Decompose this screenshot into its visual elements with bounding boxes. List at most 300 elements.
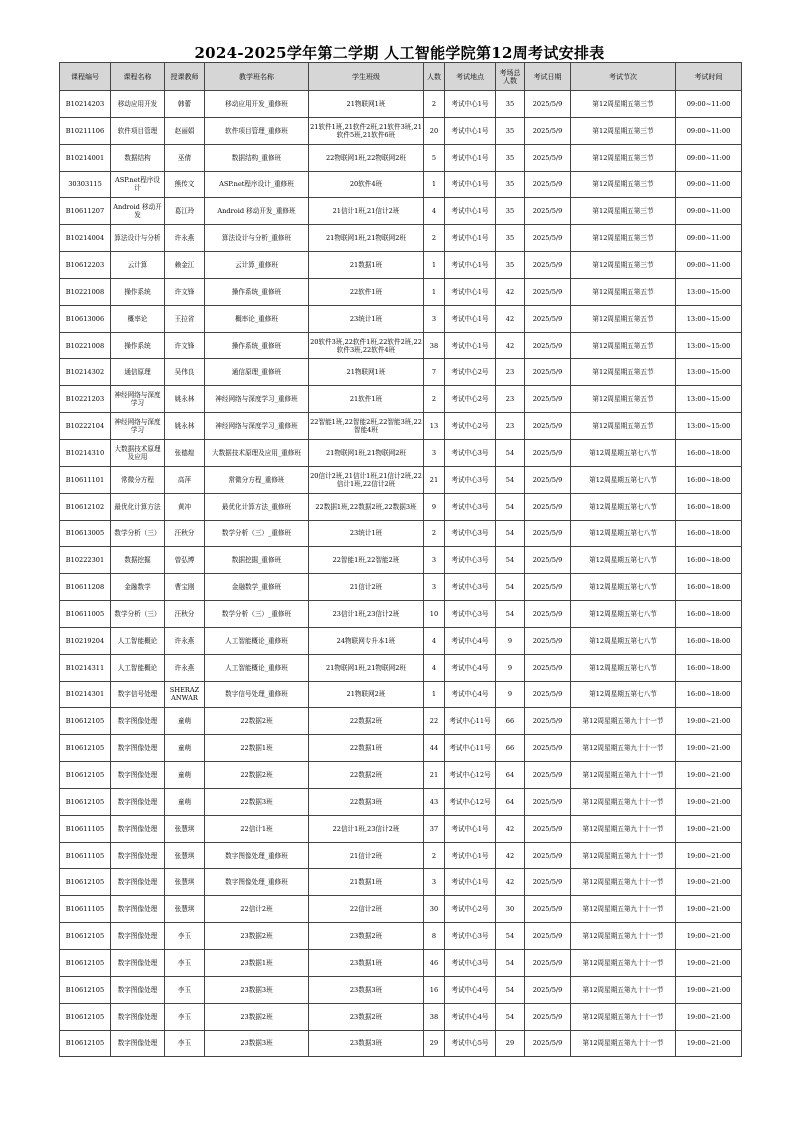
cell-course-code: B10612105 (60, 762, 111, 789)
cell-course-name: 数字图像处理 (111, 896, 165, 923)
cell-course-name: 常微分方程 (111, 466, 165, 493)
cell-period: 第12周星期五第九十十一节 (571, 950, 676, 977)
cell-location: 考试中心3号 (445, 601, 496, 628)
cell-count: 21 (424, 762, 445, 789)
cell-course-code: B10613006 (60, 305, 111, 332)
cell-room-total: 42 (496, 305, 525, 332)
cell-teacher: 赖金江 (165, 252, 205, 279)
cell-count: 2 (424, 842, 445, 869)
cell-period: 第12周星期五第九十十一节 (571, 1003, 676, 1030)
cell-date: 2025/5/9 (525, 681, 571, 708)
cell-date: 2025/5/9 (525, 91, 571, 118)
cell-teacher: 张慧琪 (165, 869, 205, 896)
cell-course-name: 数字图像处理 (111, 842, 165, 869)
cell-class-name: 金融数学_重修班 (205, 574, 309, 601)
cell-time: 09:00~11:00 (676, 117, 742, 144)
cell-date: 2025/5/9 (525, 762, 571, 789)
cell-class-name: 概率论_重修班 (205, 305, 309, 332)
cell-room-total: 54 (496, 950, 525, 977)
cell-period: 第12周星期五第九十十一节 (571, 869, 676, 896)
cell-date: 2025/5/9 (525, 654, 571, 681)
table-row (60, 225, 742, 252)
cell-period: 第12周星期五第三节 (571, 198, 676, 225)
cell-room-total: 54 (496, 574, 525, 601)
cell-teacher: 姚永林 (165, 386, 205, 413)
cell-location: 考试中心1号 (445, 91, 496, 118)
cell-location: 考试中心1号 (445, 305, 496, 332)
cell-count: 13 (424, 413, 445, 440)
cell-class-name: 22数据3班 (205, 788, 309, 815)
header-room-total: 考场总人数 (496, 63, 525, 91)
cell-course-code: B10612105 (60, 869, 111, 896)
cell-room-total: 42 (496, 815, 525, 842)
table-row (60, 788, 742, 815)
cell-student-class: 21物联网2班 (309, 681, 424, 708)
header-course-code: 课程编号 (60, 63, 111, 91)
cell-room-total: 9 (496, 627, 525, 654)
cell-time: 19:00~21:00 (676, 896, 742, 923)
cell-teacher: 童萌 (165, 735, 205, 762)
cell-student-class: 20软件3班,22软件1班,22软件2班,22软件3班,22软件4班 (309, 332, 424, 359)
cell-period: 第12周星期五第九十十一节 (571, 788, 676, 815)
cell-class-name: 22数据1班 (205, 735, 309, 762)
table-row (60, 386, 742, 413)
cell-class-name: Android 移动开发_重修班 (205, 198, 309, 225)
cell-time: 19:00~21:00 (676, 735, 742, 762)
table-row (60, 574, 742, 601)
cell-period: 第12周星期五第三节 (571, 171, 676, 198)
cell-count: 4 (424, 198, 445, 225)
cell-count: 38 (424, 1003, 445, 1030)
cell-course-name: 数字图像处理 (111, 950, 165, 977)
cell-room-total: 54 (496, 439, 525, 466)
cell-course-code: B10611105 (60, 815, 111, 842)
cell-course-code: B10611208 (60, 574, 111, 601)
cell-student-class: 21物联网1班,21物联网2班 (309, 654, 424, 681)
cell-class-name: 人工智能概论_重修班 (205, 654, 309, 681)
cell-class-name: 23数据3班 (205, 1030, 309, 1057)
table-row (60, 252, 742, 279)
cell-period: 第12周星期五第三节 (571, 144, 676, 171)
cell-location: 考试中心11号 (445, 735, 496, 762)
cell-student-class: 21物联网1班,21物联网2班 (309, 225, 424, 252)
cell-course-name: 云计算 (111, 252, 165, 279)
cell-class-name: 最优化计算方法_重修班 (205, 493, 309, 520)
cell-student-class: 21信计2班 (309, 574, 424, 601)
cell-count: 10 (424, 601, 445, 628)
cell-course-name: 神经网络与深度学习 (111, 413, 165, 440)
cell-count: 4 (424, 627, 445, 654)
cell-room-total: 42 (496, 869, 525, 896)
table-row (60, 923, 742, 950)
cell-class-name: 移动应用开发_重修班 (205, 91, 309, 118)
cell-period: 第12周星期五第九十十一节 (571, 842, 676, 869)
cell-date: 2025/5/9 (525, 1003, 571, 1030)
cell-teacher: 李玉 (165, 950, 205, 977)
cell-location: 考试中心1号 (445, 171, 496, 198)
cell-teacher: 许文锋 (165, 332, 205, 359)
cell-course-code: B10613005 (60, 520, 111, 547)
cell-time: 09:00~11:00 (676, 198, 742, 225)
cell-course-code: B10214302 (60, 359, 111, 386)
cell-course-code: B10214001 (60, 144, 111, 171)
cell-location: 考试中心4号 (445, 1003, 496, 1030)
cell-room-total: 64 (496, 762, 525, 789)
cell-count: 1 (424, 171, 445, 198)
cell-room-total: 54 (496, 1003, 525, 1030)
cell-student-class: 22信计1班,23信计2班 (309, 815, 424, 842)
cell-time: 16:00~18:00 (676, 627, 742, 654)
cell-course-code: B10221203 (60, 386, 111, 413)
cell-date: 2025/5/9 (525, 976, 571, 1003)
cell-course-name: 数据挖掘 (111, 547, 165, 574)
cell-course-code: B10214310 (60, 439, 111, 466)
cell-count: 2 (424, 386, 445, 413)
cell-room-total: 54 (496, 520, 525, 547)
table-row (60, 1030, 742, 1057)
cell-time: 19:00~21:00 (676, 976, 742, 1003)
cell-course-code: B10612105 (60, 708, 111, 735)
cell-count: 38 (424, 332, 445, 359)
cell-count: 20 (424, 117, 445, 144)
cell-location: 考试中心3号 (445, 547, 496, 574)
cell-course-name: 大数据技术原理及应用 (111, 439, 165, 466)
cell-count: 2 (424, 520, 445, 547)
cell-class-name: 22数据2班 (205, 762, 309, 789)
cell-student-class: 21物联网1班,21物联网2班 (309, 439, 424, 466)
table-row (60, 681, 742, 708)
cell-time: 16:00~18:00 (676, 681, 742, 708)
cell-course-code: B10611207 (60, 198, 111, 225)
cell-time: 13:00~15:00 (676, 305, 742, 332)
cell-time: 09:00~11:00 (676, 171, 742, 198)
cell-period: 第12周星期五第九十十一节 (571, 708, 676, 735)
cell-location: 考试中心1号 (445, 198, 496, 225)
cell-course-name: 神经网络与深度学习 (111, 386, 165, 413)
cell-count: 2 (424, 91, 445, 118)
cell-count: 21 (424, 466, 445, 493)
cell-course-code: B10612105 (60, 950, 111, 977)
cell-time: 19:00~21:00 (676, 869, 742, 896)
cell-course-name: 数字图像处理 (111, 788, 165, 815)
cell-time: 19:00~21:00 (676, 708, 742, 735)
cell-student-class: 23数据3班 (309, 976, 424, 1003)
cell-room-total: 29 (496, 1030, 525, 1057)
cell-student-class: 20信计2班,21信计1班,21信计2班,22信计1班,22信计2班 (309, 466, 424, 493)
cell-room-total: 23 (496, 359, 525, 386)
cell-date: 2025/5/9 (525, 815, 571, 842)
cell-date: 2025/5/9 (525, 466, 571, 493)
cell-student-class: 22智能1班,22智能2班,22智能3班,22智能4班 (309, 413, 424, 440)
cell-location: 考试中心1号 (445, 252, 496, 279)
table-row (60, 1003, 742, 1030)
cell-date: 2025/5/9 (525, 493, 571, 520)
cell-class-name: 22数据2班 (205, 708, 309, 735)
cell-time: 19:00~21:00 (676, 842, 742, 869)
cell-course-name: Android 移动开发 (111, 198, 165, 225)
cell-date: 2025/5/9 (525, 923, 571, 950)
cell-room-total: 54 (496, 493, 525, 520)
cell-date: 2025/5/9 (525, 198, 571, 225)
cell-student-class: 22信计2班 (309, 896, 424, 923)
cell-count: 3 (424, 869, 445, 896)
cell-time: 19:00~21:00 (676, 923, 742, 950)
cell-period: 第12周星期五第七八节 (571, 654, 676, 681)
cell-period: 第12周星期五第七八节 (571, 493, 676, 520)
cell-date: 2025/5/9 (525, 278, 571, 305)
cell-class-name: 数据结构_重修班 (205, 144, 309, 171)
cell-location: 考试中心3号 (445, 520, 496, 547)
cell-time: 16:00~18:00 (676, 520, 742, 547)
cell-student-class: 22数据1班,22数据2班,22数据3班 (309, 493, 424, 520)
table-row (60, 735, 742, 762)
cell-location: 考试中心5号 (445, 1030, 496, 1057)
table-row (60, 815, 742, 842)
cell-class-name: 23数据2班 (205, 923, 309, 950)
cell-teacher: 童萌 (165, 762, 205, 789)
cell-course-code: B10612203 (60, 252, 111, 279)
cell-count: 3 (424, 305, 445, 332)
cell-student-class: 23数据2班 (309, 923, 424, 950)
cell-student-class: 21物联网1班 (309, 91, 424, 118)
cell-teacher: 高萍 (165, 466, 205, 493)
cell-student-class: 23信计1班,23信计2班 (309, 601, 424, 628)
cell-date: 2025/5/9 (525, 252, 571, 279)
cell-period: 第12周星期五第五节 (571, 278, 676, 305)
cell-period: 第12周星期五第九十十一节 (571, 762, 676, 789)
cell-room-total: 54 (496, 923, 525, 950)
table-row (60, 950, 742, 977)
cell-date: 2025/5/9 (525, 735, 571, 762)
cell-time: 16:00~18:00 (676, 574, 742, 601)
cell-course-code: B10219204 (60, 627, 111, 654)
cell-course-code: B10611101 (60, 466, 111, 493)
cell-count: 29 (424, 1030, 445, 1057)
cell-room-total: 9 (496, 654, 525, 681)
cell-class-name: 22信计1班 (205, 815, 309, 842)
cell-time: 13:00~15:00 (676, 386, 742, 413)
cell-date: 2025/5/9 (525, 869, 571, 896)
cell-teacher: SHERAZ ANWAR (165, 681, 205, 708)
cell-period: 第12周星期五第七八节 (571, 520, 676, 547)
exam-schedule-table (59, 62, 742, 1057)
cell-class-name: 软件项目管理_重修班 (205, 117, 309, 144)
cell-room-total: 23 (496, 386, 525, 413)
cell-course-name: 数字图像处理 (111, 815, 165, 842)
cell-location: 考试中心3号 (445, 923, 496, 950)
header-course-name: 课程名称 (111, 63, 165, 91)
cell-student-class: 22智能1班,22智能2班 (309, 547, 424, 574)
cell-period: 第12周星期五第九十十一节 (571, 923, 676, 950)
header-location: 考试地点 (445, 63, 496, 91)
table-row (60, 520, 742, 547)
cell-location: 考试中心1号 (445, 332, 496, 359)
cell-count: 4 (424, 654, 445, 681)
cell-course-name: 操作系统 (111, 278, 165, 305)
cell-period: 第12周星期五第五节 (571, 359, 676, 386)
cell-student-class: 22数据3班 (309, 788, 424, 815)
cell-time: 13:00~15:00 (676, 278, 742, 305)
cell-period: 第12周星期五第五节 (571, 305, 676, 332)
cell-class-name: 23数据2班 (205, 1003, 309, 1030)
cell-count: 43 (424, 788, 445, 815)
cell-teacher: 李玉 (165, 976, 205, 1003)
cell-class-name: 云计算_重修班 (205, 252, 309, 279)
cell-course-code: B10611105 (60, 896, 111, 923)
cell-course-name: 概率论 (111, 305, 165, 332)
table-row (60, 171, 742, 198)
cell-date: 2025/5/9 (525, 305, 571, 332)
cell-course-code: B10211106 (60, 117, 111, 144)
cell-course-code: B10612105 (60, 1030, 111, 1057)
cell-location: 考试中心4号 (445, 627, 496, 654)
table-row (60, 278, 742, 305)
cell-location: 考试中心3号 (445, 439, 496, 466)
cell-location: 考试中心3号 (445, 950, 496, 977)
cell-period: 第12周星期五第五节 (571, 413, 676, 440)
cell-teacher: 王拉省 (165, 305, 205, 332)
cell-room-total: 30 (496, 896, 525, 923)
cell-teacher: 汪秋分 (165, 601, 205, 628)
cell-student-class: 22物联网1班,22物联网2班 (309, 144, 424, 171)
cell-time: 19:00~21:00 (676, 788, 742, 815)
cell-student-class: 22数据2班 (309, 762, 424, 789)
cell-count: 44 (424, 735, 445, 762)
cell-count: 3 (424, 439, 445, 466)
cell-student-class: 22数据2班 (309, 708, 424, 735)
cell-room-total: 42 (496, 842, 525, 869)
header-student-class: 学生班级 (309, 63, 424, 91)
cell-course-name: 数字图像处理 (111, 976, 165, 1003)
cell-course-code: B10222104 (60, 413, 111, 440)
cell-teacher: 李玉 (165, 1030, 205, 1057)
cell-teacher: 姚永林 (165, 413, 205, 440)
cell-count: 46 (424, 950, 445, 977)
cell-room-total: 35 (496, 171, 525, 198)
cell-student-class: 21软件1班,21软件2班,21软件3班,21软件5班,21软件6班 (309, 117, 424, 144)
cell-course-name: 数字图像处理 (111, 708, 165, 735)
cell-date: 2025/5/9 (525, 627, 571, 654)
cell-time: 09:00~11:00 (676, 252, 742, 279)
cell-date: 2025/5/9 (525, 574, 571, 601)
cell-location: 考试中心1号 (445, 225, 496, 252)
cell-class-name: 23数据1班 (205, 950, 309, 977)
table-row (60, 198, 742, 225)
cell-date: 2025/5/9 (525, 842, 571, 869)
cell-period: 第12周星期五第七八节 (571, 627, 676, 654)
cell-student-class: 21数据1班 (309, 869, 424, 896)
cell-teacher: 张慧琪 (165, 896, 205, 923)
cell-course-name: 数字图像处理 (111, 735, 165, 762)
cell-course-code: B10612102 (60, 493, 111, 520)
cell-date: 2025/5/9 (525, 144, 571, 171)
page-title: 2024-2025学年第二学期 人工智能学院第12周考试安排表 (194, 44, 605, 62)
cell-class-name: 神经网络与深度学习_重修班 (205, 386, 309, 413)
cell-count: 37 (424, 815, 445, 842)
cell-teacher: 李玉 (165, 1003, 205, 1030)
cell-room-total: 35 (496, 117, 525, 144)
table-row (60, 305, 742, 332)
table-row (60, 91, 742, 118)
cell-student-class: 21数据1班 (309, 252, 424, 279)
cell-room-total: 66 (496, 708, 525, 735)
header-row (60, 63, 742, 91)
cell-period: 第12周星期五第三节 (571, 225, 676, 252)
cell-room-total: 54 (496, 547, 525, 574)
cell-count: 22 (424, 708, 445, 735)
cell-room-total: 35 (496, 144, 525, 171)
cell-period: 第12周星期五第七八节 (571, 439, 676, 466)
cell-room-total: 35 (496, 91, 525, 118)
cell-count: 30 (424, 896, 445, 923)
table-row (60, 627, 742, 654)
cell-course-name: 通信原理 (111, 359, 165, 386)
cell-period: 第12周星期五第九十十一节 (571, 815, 676, 842)
cell-count: 1 (424, 278, 445, 305)
cell-count: 8 (424, 923, 445, 950)
cell-date: 2025/5/9 (525, 332, 571, 359)
cell-teacher: 汪秋分 (165, 520, 205, 547)
cell-time: 19:00~21:00 (676, 950, 742, 977)
table-row (60, 144, 742, 171)
cell-location: 考试中心4号 (445, 976, 496, 1003)
table-row (60, 762, 742, 789)
cell-course-code: B10612105 (60, 735, 111, 762)
cell-period: 第12周星期五第七八节 (571, 681, 676, 708)
cell-count: 3 (424, 547, 445, 574)
cell-teacher: 许永燕 (165, 225, 205, 252)
cell-period: 第12周星期五第三节 (571, 117, 676, 144)
cell-period: 第12周星期五第七八节 (571, 547, 676, 574)
cell-location: 考试中心2号 (445, 386, 496, 413)
cell-date: 2025/5/9 (525, 708, 571, 735)
cell-time: 13:00~15:00 (676, 359, 742, 386)
table-row (60, 493, 742, 520)
cell-course-name: 数学分析（三） (111, 601, 165, 628)
cell-teacher: 许文锋 (165, 278, 205, 305)
cell-course-name: 数字图像处理 (111, 1003, 165, 1030)
cell-location: 考试中心12号 (445, 762, 496, 789)
header-period: 考试节次 (571, 63, 676, 91)
cell-period: 第12周星期五第七八节 (571, 466, 676, 493)
cell-time: 16:00~18:00 (676, 601, 742, 628)
cell-teacher: 熊传文 (165, 171, 205, 198)
cell-student-class: 22软件1班 (309, 278, 424, 305)
cell-period: 第12周星期五第七八节 (571, 574, 676, 601)
cell-course-code: B10612105 (60, 923, 111, 950)
cell-location: 考试中心2号 (445, 359, 496, 386)
cell-teacher: 曹宝刚 (165, 574, 205, 601)
cell-room-total: 54 (496, 976, 525, 1003)
cell-room-total: 42 (496, 332, 525, 359)
cell-period: 第12周星期五第三节 (571, 252, 676, 279)
cell-course-name: 数字信号处理 (111, 681, 165, 708)
cell-teacher: 韩蕾 (165, 91, 205, 118)
table-row (60, 547, 742, 574)
cell-course-name: 操作系统 (111, 332, 165, 359)
cell-time: 09:00~11:00 (676, 225, 742, 252)
cell-time: 16:00~18:00 (676, 654, 742, 681)
cell-count: 16 (424, 976, 445, 1003)
cell-teacher: 曾弘博 (165, 547, 205, 574)
cell-teacher: 葛江玲 (165, 198, 205, 225)
cell-course-code: B10222301 (60, 547, 111, 574)
cell-time: 13:00~15:00 (676, 332, 742, 359)
cell-class-name: 大数据技术原理及应用_重修班 (205, 439, 309, 466)
header-count: 人数 (424, 63, 445, 91)
table-row (60, 869, 742, 896)
cell-course-name: 数字图像处理 (111, 923, 165, 950)
